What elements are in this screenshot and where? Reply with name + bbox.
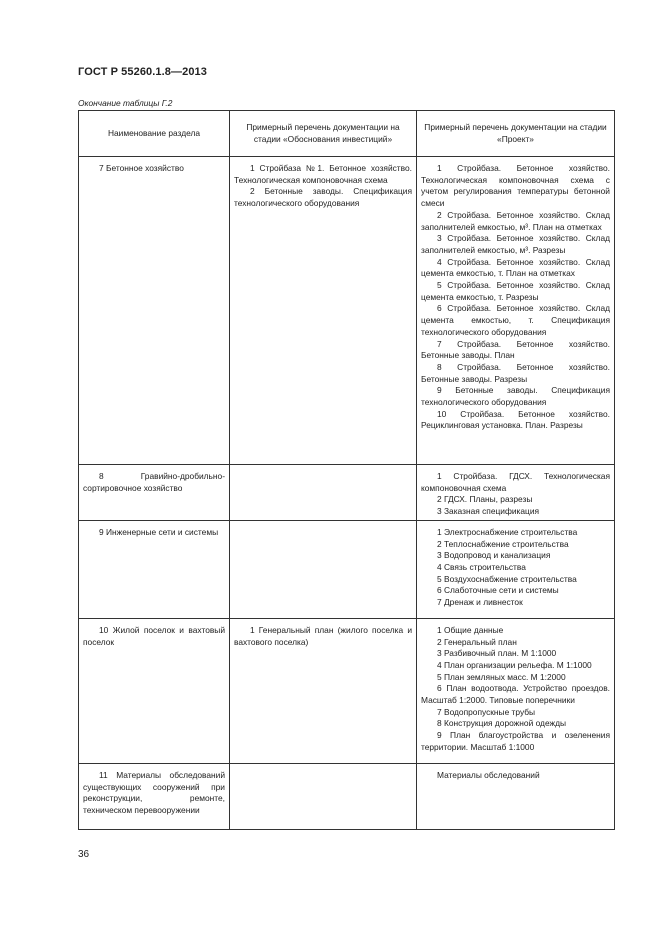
investment-cell — [230, 520, 417, 618]
section-name: 7 Бетонное хозяйство — [99, 163, 184, 173]
list-item: 1 Стройбаза. Бетонное хозяйство. Технологическая компоновочная схема с учетом регулирования температуры бетонной смеси — [421, 163, 610, 209]
list-item: 4 План организации рельефа. М 1:1000 — [437, 659, 592, 670]
list-item: 5 Стройбаза. Бетонное хозяйство. Склад цемента емкостью, т. Разрезы — [421, 280, 610, 302]
section-name-cell — [79, 618, 230, 763]
list-item: 10 Стройбаза. Бетонное хозяйство. Рециклинговая установка. План. Разрезы — [421, 408, 610, 431]
list-item: 2 ГДСХ. Планы, разрезы — [437, 494, 533, 505]
list-item: 3 Разбивочный план. М 1:1000 — [437, 648, 557, 659]
table-caption: Окончание таблицы Г.2 — [78, 98, 173, 108]
list-item: 5 Воздухоснабжение строительства — [437, 573, 577, 584]
column-header-section: Наименование раздела — [79, 111, 230, 157]
section-name: 8 Гравийно-дробильно-сортировочное хозяйство — [83, 471, 225, 493]
list-item: 2 Генеральный план — [437, 636, 517, 647]
column-header-project: Примерный перечень документации на стадии «Проект» — [417, 111, 615, 157]
table-row — [79, 157, 615, 465]
page-number: 36 — [78, 849, 90, 860]
list-item: 7 Дренаж и ливнесток — [437, 597, 523, 608]
section-name-cell — [79, 465, 230, 521]
table-row — [79, 465, 615, 521]
project-cell — [417, 520, 615, 618]
list-item: 8 Конструкция дорожной одежды — [437, 718, 567, 729]
section-name: 11 Материалы обследований существующих сооружений при реконструкции, ремонте, техническом перевооружении — [83, 769, 225, 815]
list-item: 4 Связь строительства — [437, 561, 526, 572]
list-item: 3 Водопровод и канализация — [437, 550, 551, 561]
table-row — [79, 520, 615, 618]
project-cell — [417, 157, 615, 465]
investment-cell — [230, 763, 417, 829]
list-item: 9 План благоустройства и озеленения территории. Масштаб 1:1000 — [421, 730, 610, 752]
list-item: 1 Генеральный план (жилого поселка и вахтового поселка) — [234, 624, 412, 647]
list-item: 1 Общие данные — [437, 624, 504, 635]
list-item: 5 План земляных масс. М 1:2000 — [437, 671, 566, 682]
investment-cell — [230, 157, 417, 465]
list-item: 1 Электроснабжение строительства — [437, 526, 578, 537]
document-header: ГОСТ Р 55260.1.8—2013 — [78, 66, 207, 78]
documentation-table — [78, 110, 615, 830]
list-item: 4 Стройбаза. Бетонное хозяйство. Склад цемента емкостью, т. План на отметках — [421, 256, 610, 279]
list-item: 2 Бетонные заводы. Спецификация технологического оборудования — [234, 186, 412, 209]
section-name: 9 Инженерные сети и системы — [99, 526, 219, 537]
investment-cell — [230, 618, 417, 763]
section-name-cell — [79, 157, 230, 465]
list-item: 2 Стройбаза. Бетонное хозяйство. Склад заполнителей емкостью, м³. План на отметках — [421, 209, 610, 232]
table-row — [79, 763, 615, 829]
section-name-cell — [79, 520, 230, 618]
list-item: 1 Стройбаза №1. Бетонное хозяйство. Технологическая компоновочная схема — [234, 163, 412, 185]
section-name-cell — [79, 763, 230, 829]
table-header-row — [79, 111, 615, 157]
project-cell — [417, 763, 615, 829]
list-item: 3 Стройбаза. Бетонное хозяйство. Склад заполнителей емкостью, м³. Разрезы — [421, 233, 610, 255]
list-item: 3 Заказная спецификация — [437, 506, 540, 517]
list-item: 2 Теплоснабжение строительства — [437, 538, 569, 549]
project-cell — [417, 618, 615, 763]
list-item: 9 Бетонные заводы. Спецификация технологического оборудования — [421, 385, 610, 408]
table-row — [79, 618, 615, 763]
list-item: 6 Слаботочные сети и системы — [437, 585, 559, 596]
list-item: Материалы обследований — [437, 769, 540, 780]
list-item: 6 План водоотвода. Устройство проездов. Масштаб 1:2000. Типовые поперечники — [421, 683, 610, 706]
list-item: 8 Стройбаза. Бетонное хозяйство. Бетонные заводы. Разрезы — [421, 361, 610, 384]
list-item: 7 Водопропускные трубы — [437, 706, 536, 717]
list-item: 1 Стройбаза. ГДСХ. Технологическая компоновочная схема — [421, 471, 610, 493]
project-cell — [417, 465, 615, 521]
list-item: 6 Стройбаза. Бетонное хозяйство. Склад цемента емкостью, т. Спецификация технологического оборудования — [421, 303, 610, 337]
column-header-investment: Примерный перечень документации на стадии «Обоснования инвестиций» — [230, 111, 417, 157]
section-name: 10 Жилой поселок и вахтовый поселок — [83, 624, 225, 647]
list-item: 7 Стройбаза. Бетонное хозяйство. Бетонные заводы. План — [421, 338, 610, 361]
investment-cell — [230, 465, 417, 521]
